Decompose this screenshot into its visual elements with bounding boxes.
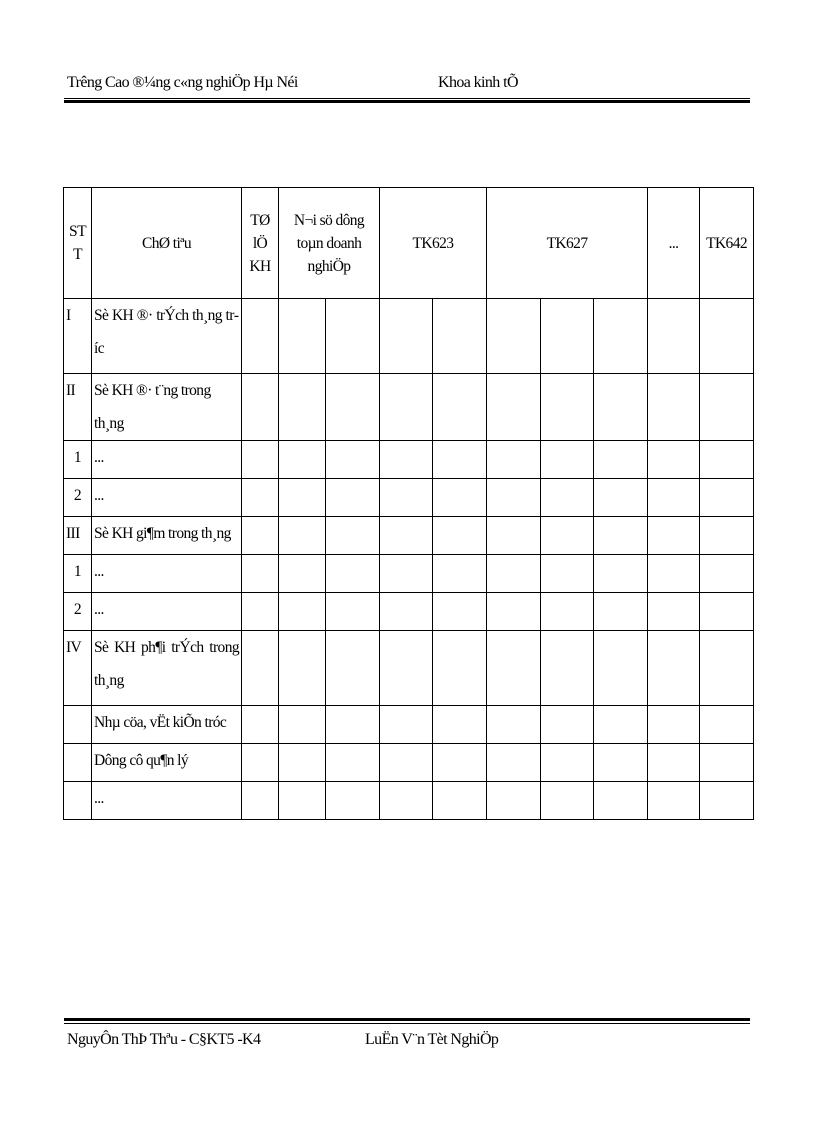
row-label: ... [92, 782, 242, 820]
column-header-ellipsis: ... [648, 188, 700, 299]
row-stt: II [64, 374, 92, 441]
empty-cell [700, 706, 754, 744]
empty-cell [700, 299, 754, 374]
header-rule-thick [64, 100, 750, 103]
empty-cell [487, 782, 541, 820]
depreciation-table [63, 187, 754, 820]
empty-cell [594, 479, 648, 517]
empty-cell [326, 299, 380, 374]
empty-cell [380, 631, 433, 706]
empty-cell [541, 517, 594, 555]
empty-cell [648, 744, 700, 782]
empty-cell [279, 593, 326, 631]
column-header-chi-tieu: ChØ tiªu [92, 188, 242, 299]
empty-cell [380, 782, 433, 820]
empty-cell [242, 631, 279, 706]
empty-cell [242, 441, 279, 479]
empty-cell [541, 782, 594, 820]
column-header-stt: STT [64, 188, 92, 299]
empty-cell [487, 593, 541, 631]
empty-cell [541, 479, 594, 517]
empty-cell [279, 479, 326, 517]
empty-cell [326, 706, 380, 744]
empty-cell [487, 479, 541, 517]
empty-cell [380, 593, 433, 631]
empty-cell [279, 299, 326, 374]
empty-cell [279, 441, 326, 479]
empty-cell [326, 782, 380, 820]
empty-cell [487, 706, 541, 744]
empty-cell [487, 299, 541, 374]
empty-cell [433, 706, 487, 744]
empty-cell [700, 479, 754, 517]
empty-cell [242, 517, 279, 555]
empty-cell [487, 517, 541, 555]
table-row [64, 631, 754, 706]
empty-cell [700, 517, 754, 555]
empty-cell [433, 555, 487, 593]
empty-cell [326, 441, 380, 479]
empty-cell [326, 517, 380, 555]
row-label: Nhµ cöa, vËt kiÕn tróc [92, 706, 242, 744]
empty-cell [380, 479, 433, 517]
empty-cell [648, 782, 700, 820]
column-header-noi-su-dung: N¬i sö dông toµn doanh nghiÖp [279, 188, 380, 299]
row-label: ... [92, 593, 242, 631]
empty-cell [279, 517, 326, 555]
empty-cell [541, 631, 594, 706]
empty-cell [594, 782, 648, 820]
empty-cell [594, 441, 648, 479]
empty-cell [380, 441, 433, 479]
empty-cell [541, 555, 594, 593]
empty-cell [487, 631, 541, 706]
empty-cell [326, 374, 380, 441]
footer-rule-thick [64, 1018, 750, 1021]
empty-cell [433, 593, 487, 631]
empty-cell [326, 555, 380, 593]
footer-author: NguyÔn ThÞ Thªu - C§KT5 -K4 [67, 1031, 261, 1048]
header-rule [64, 98, 750, 99]
empty-cell [594, 706, 648, 744]
empty-cell [242, 744, 279, 782]
empty-cell [487, 441, 541, 479]
empty-cell [487, 555, 541, 593]
empty-cell [648, 479, 700, 517]
empty-cell [594, 631, 648, 706]
row-label: ... [92, 479, 242, 517]
empty-cell [242, 299, 279, 374]
empty-cell [594, 593, 648, 631]
row-stt: 2 [64, 593, 92, 631]
empty-cell [648, 517, 700, 555]
table-row [64, 441, 754, 479]
row-label: Dông cô qu¶n lý [92, 744, 242, 782]
empty-cell [433, 441, 487, 479]
row-stt: IV [64, 631, 92, 706]
table-row [64, 706, 754, 744]
empty-cell [380, 555, 433, 593]
empty-cell [279, 782, 326, 820]
table-row [64, 479, 754, 517]
row-label: ... [92, 555, 242, 593]
table-row [64, 299, 754, 374]
table-header-row [64, 188, 754, 299]
empty-cell [279, 706, 326, 744]
empty-cell [380, 744, 433, 782]
empty-cell [487, 744, 541, 782]
empty-cell [242, 706, 279, 744]
table-row [64, 782, 754, 820]
header-school-name: Trêng Cao ®¼ng c«ng nghiÖp Hµ Néi [67, 74, 298, 91]
empty-cell [700, 782, 754, 820]
table-row [64, 517, 754, 555]
column-header-tk627: TK627 [487, 188, 648, 299]
row-label: Sè KH ®· trÝch th¸ng tríc [92, 299, 242, 374]
empty-cell [594, 299, 648, 374]
empty-cell [594, 744, 648, 782]
empty-cell [242, 593, 279, 631]
column-header-ti-le: TØ lÖ KH [242, 188, 279, 299]
empty-cell [433, 299, 487, 374]
row-label: Sè KH ®· t¨ng trong th¸ng [92, 374, 242, 441]
empty-cell [380, 299, 433, 374]
empty-cell [380, 706, 433, 744]
empty-cell [242, 479, 279, 517]
table-row [64, 374, 754, 441]
row-stt: 2 [64, 479, 92, 517]
empty-cell [541, 299, 594, 374]
row-stt: I [64, 299, 92, 374]
empty-cell [700, 593, 754, 631]
empty-cell [541, 593, 594, 631]
row-stt: 1 [64, 441, 92, 479]
row-stt [64, 782, 92, 820]
footer-rule [64, 1023, 750, 1024]
empty-cell [433, 479, 487, 517]
empty-cell [326, 479, 380, 517]
empty-cell [648, 555, 700, 593]
empty-cell [541, 441, 594, 479]
empty-cell [326, 631, 380, 706]
empty-cell [279, 631, 326, 706]
empty-cell [487, 374, 541, 441]
empty-cell [326, 744, 380, 782]
table-row [64, 593, 754, 631]
empty-cell [648, 593, 700, 631]
row-stt [64, 744, 92, 782]
empty-cell [433, 374, 487, 441]
empty-cell [279, 555, 326, 593]
empty-cell [594, 374, 648, 441]
empty-cell [380, 517, 433, 555]
empty-cell [700, 631, 754, 706]
empty-cell [433, 517, 487, 555]
empty-cell [594, 555, 648, 593]
table-row [64, 555, 754, 593]
empty-cell [433, 744, 487, 782]
column-header-tk623: TK623 [380, 188, 487, 299]
empty-cell [541, 706, 594, 744]
empty-cell [594, 517, 648, 555]
empty-cell [279, 744, 326, 782]
empty-cell [242, 374, 279, 441]
empty-cell [433, 782, 487, 820]
empty-cell [326, 593, 380, 631]
empty-cell [700, 441, 754, 479]
table-row [64, 744, 754, 782]
empty-cell [648, 441, 700, 479]
empty-cell [279, 374, 326, 441]
row-stt [64, 706, 92, 744]
empty-cell [648, 631, 700, 706]
empty-cell [541, 374, 594, 441]
empty-cell [541, 744, 594, 782]
row-label: Sè KH ph¶i trÝch trong th¸ng [92, 631, 242, 706]
empty-cell [648, 299, 700, 374]
column-header-tk642: TK642 [700, 188, 754, 299]
empty-cell [700, 744, 754, 782]
empty-cell [648, 706, 700, 744]
empty-cell [433, 631, 487, 706]
empty-cell [380, 374, 433, 441]
footer-thesis-title: LuËn V¨n Tèt NghiÖp [365, 1031, 499, 1048]
header-faculty-name: Khoa kinh tÕ [438, 74, 518, 91]
row-stt: 1 [64, 555, 92, 593]
empty-cell [242, 555, 279, 593]
empty-cell [700, 374, 754, 441]
row-label: Sè KH gi¶m trong th¸ng [92, 517, 242, 555]
row-label: ... [92, 441, 242, 479]
empty-cell [648, 374, 700, 441]
row-stt: III [64, 517, 92, 555]
empty-cell [700, 555, 754, 593]
empty-cell [242, 782, 279, 820]
